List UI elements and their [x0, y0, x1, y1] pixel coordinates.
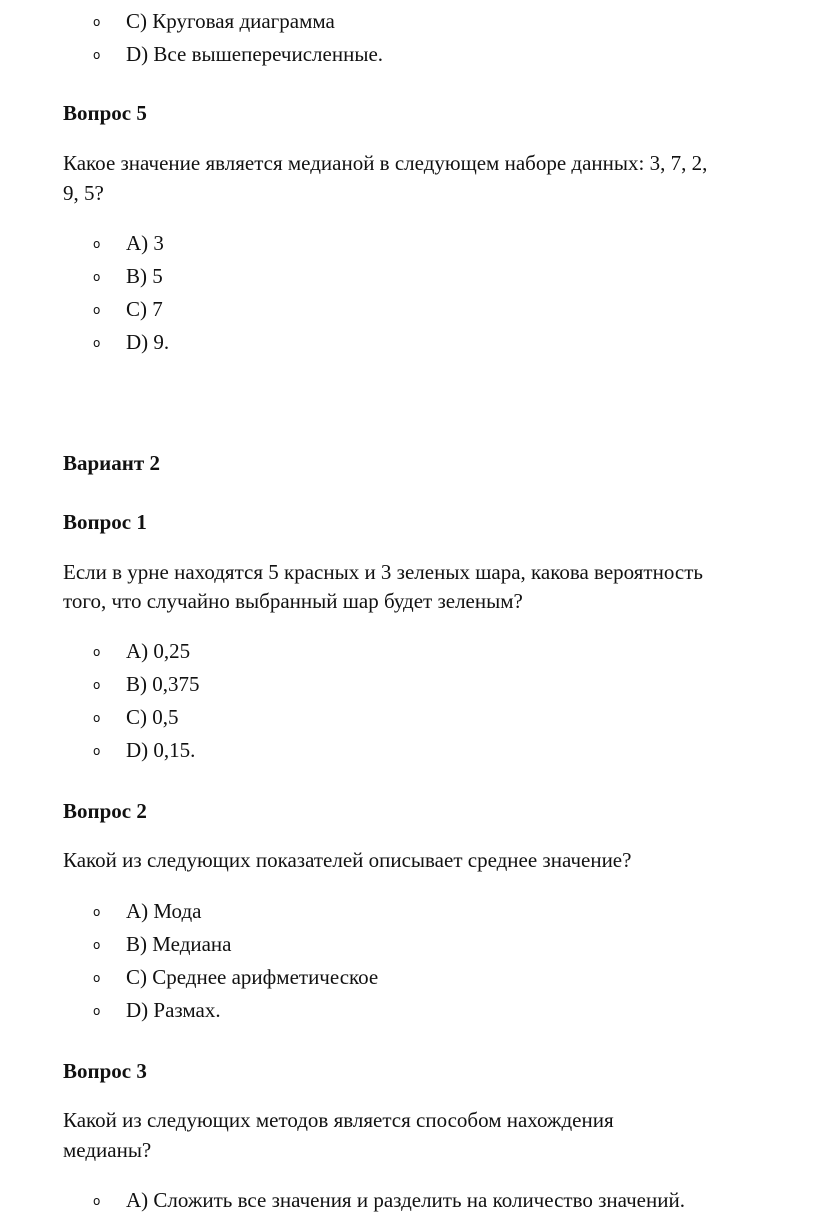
bullet-icon: o [93, 905, 101, 919]
question-text-line: 9, 5? [63, 181, 104, 205]
bullet-icon: o [93, 48, 101, 62]
option-text: D) 0,15. [126, 738, 196, 762]
list-item [0, 228, 816, 258]
bullet-icon: o [93, 678, 101, 692]
list-item [0, 1185, 816, 1215]
question-text-line: того, что случайно выбранный шар будет зеленым? [63, 589, 523, 613]
list-item [0, 735, 816, 765]
option-text: C) Среднее арифметическое [126, 965, 379, 989]
list-item [0, 995, 816, 1025]
list-item [0, 702, 816, 732]
question-heading: Вопрос 1 [63, 510, 147, 534]
bullet-icon: o [93, 270, 101, 284]
option-text: B) Медиана [126, 932, 232, 956]
option-text: A) Сложить все значения и разделить на количество значений. [126, 1188, 685, 1212]
bullet-icon: o [93, 1194, 101, 1208]
question-heading: Вопрос 2 [63, 799, 147, 823]
bullet-icon: o [93, 971, 101, 985]
list-item [0, 6, 816, 36]
question-heading: Вопрос 5 [63, 101, 147, 125]
bullet-icon: o [93, 15, 101, 29]
list-item [0, 669, 816, 699]
option-text: C) Круговая диаграмма [126, 9, 335, 33]
option-text: B) 5 [126, 264, 163, 288]
bullet-icon: o [93, 336, 101, 350]
option-text: A) 0,25 [126, 639, 191, 663]
bullet-icon: o [93, 303, 101, 317]
list-item [0, 39, 816, 69]
list-item [0, 261, 816, 291]
variant-heading: Вариант 2 [63, 451, 160, 475]
list-item [0, 636, 816, 666]
question-heading: Вопрос 3 [63, 1059, 147, 1083]
option-text: B) 0,375 [126, 672, 200, 696]
option-text: D) 9. [126, 330, 170, 354]
bullet-icon: o [93, 711, 101, 725]
list-item [0, 327, 816, 357]
list-item [0, 294, 816, 324]
bullet-icon: o [93, 237, 101, 251]
question-text-line: медианы? [63, 1138, 152, 1162]
option-text: C) 7 [126, 297, 163, 321]
list-item [0, 929, 816, 959]
bullet-icon: o [93, 744, 101, 758]
question-text-line: Какой из следующих методов является способом нахождения [63, 1108, 614, 1132]
bullet-icon: o [93, 645, 101, 659]
question-text-line: Какой из следующих показателей описывает среднее значение? [63, 848, 632, 872]
question-text-line: Какое значение является медианой в следующем наборе данных: 3, 7, 2, [63, 151, 708, 175]
option-text: A) 3 [126, 231, 164, 255]
option-text: A) Мода [126, 899, 202, 923]
option-text: C) 0,5 [126, 705, 179, 729]
option-text: D) Размах. [126, 998, 221, 1022]
question-text-line: Если в урне находятся 5 красных и 3 зеленых шара, какова вероятность [63, 560, 703, 584]
bullet-icon: o [93, 938, 101, 952]
list-item [0, 962, 816, 992]
option-text: D) Все вышеперечисленные. [126, 42, 384, 66]
bullet-icon: o [93, 1004, 101, 1018]
list-item [0, 896, 816, 926]
